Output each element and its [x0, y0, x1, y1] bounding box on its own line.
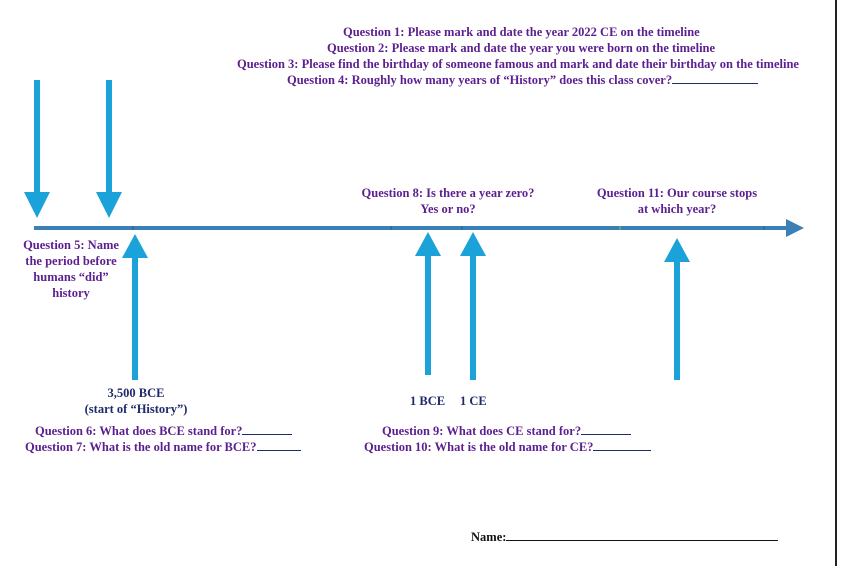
question-5-line1: Question 5: Name: [23, 238, 119, 252]
question-8-line1: Question 8: Is there a year zero?: [361, 186, 535, 200]
up-arrow-icon: [664, 238, 690, 380]
bce-start-year: 3,500 BCE: [107, 386, 165, 400]
question-4: Question 4: Roughly how many years of “History” does this class cover?: [287, 73, 673, 87]
down-arrow-icon: [96, 80, 122, 218]
question-6-row: [35, 423, 292, 439]
question-9-row: [382, 423, 631, 439]
answer-blank-q10[interactable]: [593, 439, 651, 451]
question-5-line4: history: [52, 286, 90, 300]
name-row: [471, 529, 778, 545]
page-edge: [835, 0, 837, 566]
name-label: Name:: [471, 530, 507, 544]
name-field[interactable]: [506, 529, 778, 541]
timeline-arrowhead-icon: [786, 219, 804, 237]
up-arrow-icon: [415, 232, 441, 375]
question-7: Question 7: What is the old name for BCE?: [25, 440, 257, 454]
question-5: [16, 237, 126, 301]
question-10: Question 10: What is the old name for CE?: [364, 440, 594, 454]
question-3: Question 3: Please find the birthday of someone famous and mark and date their birthday on the timeline: [237, 57, 799, 71]
question-6: Question 6: What does BCE stand for?: [35, 424, 243, 438]
question-5-line3: humans “did”: [33, 270, 109, 284]
question-5-line2: the period before: [25, 254, 117, 268]
question-11-line2: at which year?: [637, 202, 717, 216]
question-7-row: [25, 439, 301, 455]
answer-blank-q7[interactable]: [257, 439, 301, 451]
question-9: Question 9: What does CE stand for?: [382, 424, 582, 438]
up-arrow-icon: [460, 232, 486, 380]
answer-blank-q9[interactable]: [581, 423, 631, 435]
answer-blank-q6[interactable]: [242, 423, 292, 435]
question-8-line2: Yes or no?: [420, 202, 476, 216]
bce-start-label: [70, 385, 202, 417]
question-11-line1: Question 11: Our course stops: [596, 186, 758, 200]
label-1-bce: 1 BCE: [410, 394, 446, 408]
label-1-ce: 1 CE: [460, 394, 487, 408]
question-2: Question 2: Please mark and date the year you were born on the timeline: [327, 41, 716, 55]
bce-start-note: (start of “History”): [84, 402, 188, 416]
question-10-row: [364, 439, 651, 455]
question-8: [350, 185, 546, 217]
question-11: [585, 185, 769, 217]
question-1: Question 1: Please mark and date the year 2022 CE on the timeline: [343, 25, 700, 39]
down-arrow-icon: [24, 80, 50, 218]
